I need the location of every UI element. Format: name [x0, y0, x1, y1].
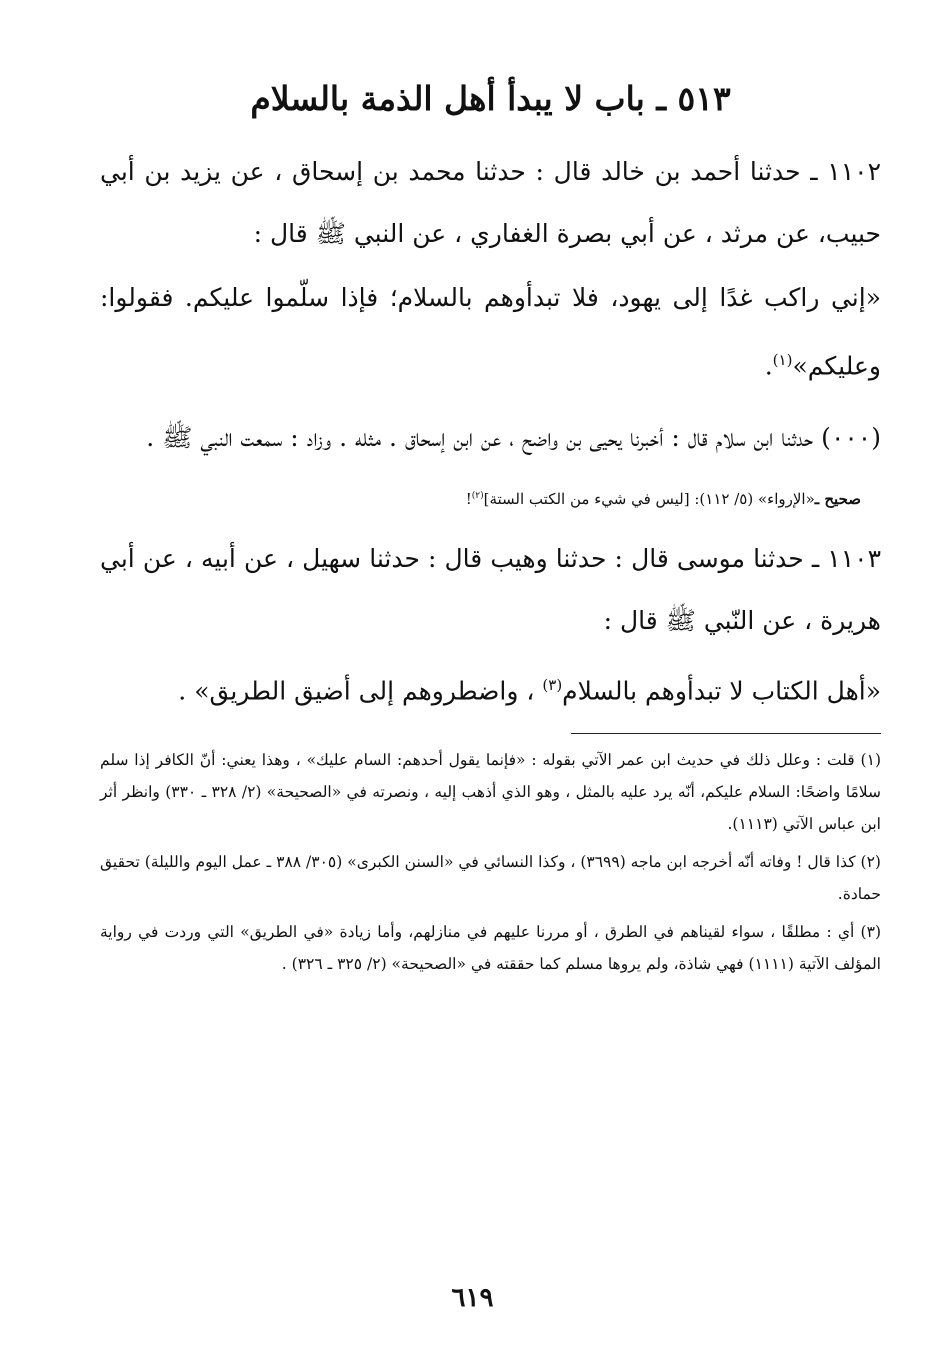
grading-label: صحيح ـ	[814, 490, 861, 509]
page-number: ٦١٩	[451, 1283, 494, 1313]
footnote-3: (٣) أي : مطلقًا ، سواء لقيناهم في الطرق ، أو مررنا عليهم في منازلهم، وأما زيادة «في الطريق» التي وردت في رواية المؤلف الآتية (١١١١) فهي شاذة، ولم يروها مسلم كما حققته في «الصحيحة» (٢/ ٣٢٥ ـ ٣٢٦) .	[100, 922, 881, 973]
footnote-ref-1: (١)	[772, 350, 793, 369]
hadith-000-text: (٠٠٠) حدثنا ابن سلام قال : أخبرنا يحيى بن واضح ، عن ابن إسحاق . مثله . وزاد : سمعت النبي ﷺ .	[146, 423, 881, 453]
footnote-2: (٢) كذا قال ! وفاته أنّه أخرجه ابن ماجه (٣٦٩٩) ، وكذا النسائي في «السنن الكبرى» (٣٠٥/ ٣٨٨ ـ عمل اليوم والليلة) تحقيق حمادة.	[100, 852, 881, 903]
hadith-1102-matn	[100, 267, 881, 397]
grading-text: «الإرواء» (٥/ ١١٢): [ليس في شيء من الكتب الستة]	[483, 490, 815, 509]
footnote-1: (١) قلت : وعلل ذلك في حديث ابن عمر الآتي بقوله : «فإنما يقول أحدهم: السام عليك» ، وهذا يعني: أنّ الكافر إذا سلم سلامًا واضحًا: السلام عليكم، أنّه يرد عليه بالمثل ، وهو الذي أذهب إليه ، ونصرته في «الصحيحة» (٢/ ٣٢٨ ـ ٣٣٠) وانظر أثر ابن عباس الآتي (١١١٣).	[100, 750, 882, 833]
footnote-ref-3: (٣)	[542, 676, 563, 695]
footnote-ref-2: (٢)	[471, 491, 484, 502]
grading-end: !	[465, 490, 472, 509]
hadith-1103-matn-a: «أهل الكتاب لا تبدأوهم بالسلام	[562, 676, 881, 706]
chapter-title: ٥١٣ ـ باب لا يبدأ أهل الذمة بالسلام	[250, 79, 731, 118]
grading-note	[100, 479, 861, 516]
hadith-1103-matn	[100, 654, 881, 722]
hadith-1103-isnad: ١١٠٣ ـ حدثنا موسى قال : حدثنا وهيب قال : حدثنا سهيل ، عن أبيه ، عن أبي هريرة ، عن النّبي ﷺ قال :	[100, 544, 881, 636]
hadith-1102-matn-text: «إني راكب غدًا إلى يهود، فلا تبدأوهم بالسلام؛ فإذا سلّموا عليكم. فقولوا: وعليكم»	[100, 282, 881, 381]
hadith-1102-matn-end: .	[764, 351, 773, 381]
footnote-separator	[571, 733, 881, 734]
hadith-1103-matn-b: ، واضطروهم إلى أضيق الطريق» .	[178, 676, 535, 706]
hadith-1102-isnad: ١١٠٢ ـ حدثنا أحمد بن خالد قال : حدثنا محمد بن إسحاق ، عن يزيد بن أبي حبيب، عن مرثد ، عن أبي بصرة الغفاري ، عن النبي ﷺ قال :	[100, 156, 881, 248]
